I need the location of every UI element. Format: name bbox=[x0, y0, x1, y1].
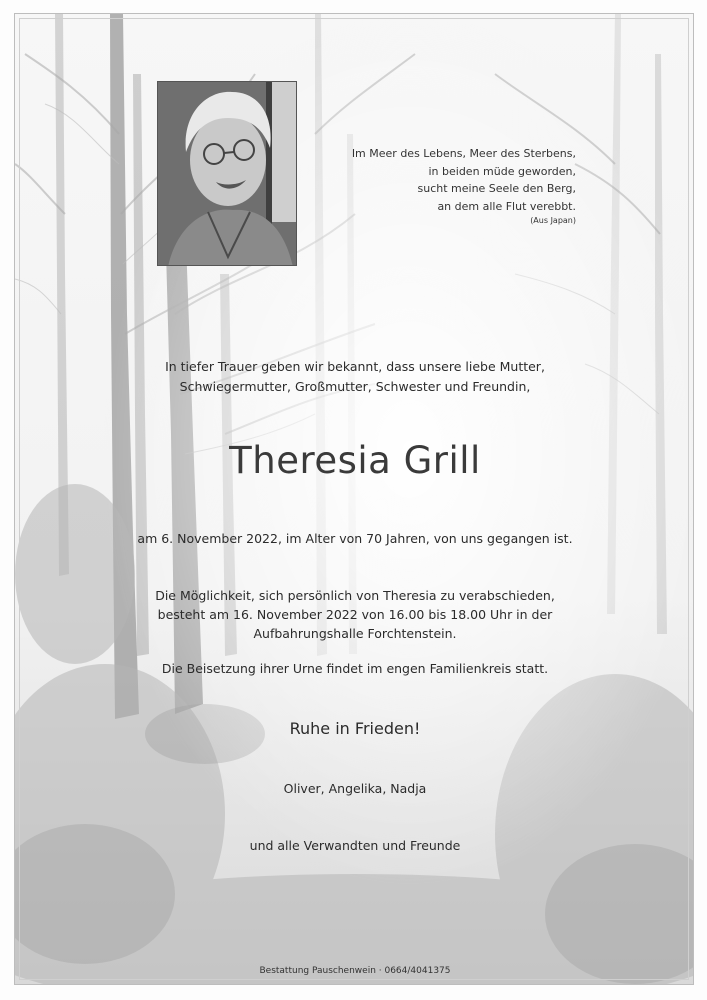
relatives-text: und alle Verwandten und Freunde bbox=[249, 838, 461, 853]
farewell-line-1: Die Möglichkeit, sich persönlich von Theresia zu verabschieden, bbox=[155, 588, 555, 603]
family-names: Oliver, Angelika, Nadja bbox=[283, 781, 427, 796]
poem-line: sucht meine Seele den Berg, bbox=[417, 182, 576, 196]
deceased-name: Theresia Grill bbox=[229, 439, 481, 482]
portrait-photo bbox=[157, 81, 297, 266]
announcement-line-2: Schwiegermutter, Großmutter, Schwester und Freundin, bbox=[179, 379, 531, 394]
poem-line: in beiden müde geworden, bbox=[428, 164, 576, 178]
funeral-home-footer: Bestattung Pauschenwein · 0664/4041375 bbox=[259, 966, 451, 976]
announcement-line-1: In tiefer Trauer geben wir bekannt, dass unsere liebe Mutter, bbox=[165, 359, 545, 374]
page-frame bbox=[14, 13, 694, 985]
poem-block bbox=[352, 145, 576, 227]
poem-line: an dem alle Flut verebbt. bbox=[437, 199, 576, 213]
farewell-line-2: besteht am 16. November 2022 von 16.00 bis 18.00 Uhr in der bbox=[157, 607, 553, 622]
burial-text: Die Beisetzung ihrer Urne findet im engen Familienkreis statt. bbox=[161, 661, 549, 676]
poem-source: (Aus Japan) bbox=[530, 216, 576, 226]
farewell-line-3: Aufbahrungshalle Forchtenstein. bbox=[253, 626, 457, 641]
poem-line: Im Meer des Lebens, Meer des Sterbens, bbox=[351, 147, 576, 160]
rest-in-peace: Ruhe in Frieden! bbox=[289, 719, 421, 738]
passing-text: am 6. November 2022, im Alter von 70 Jahren, von uns gegangen ist. bbox=[137, 531, 573, 546]
